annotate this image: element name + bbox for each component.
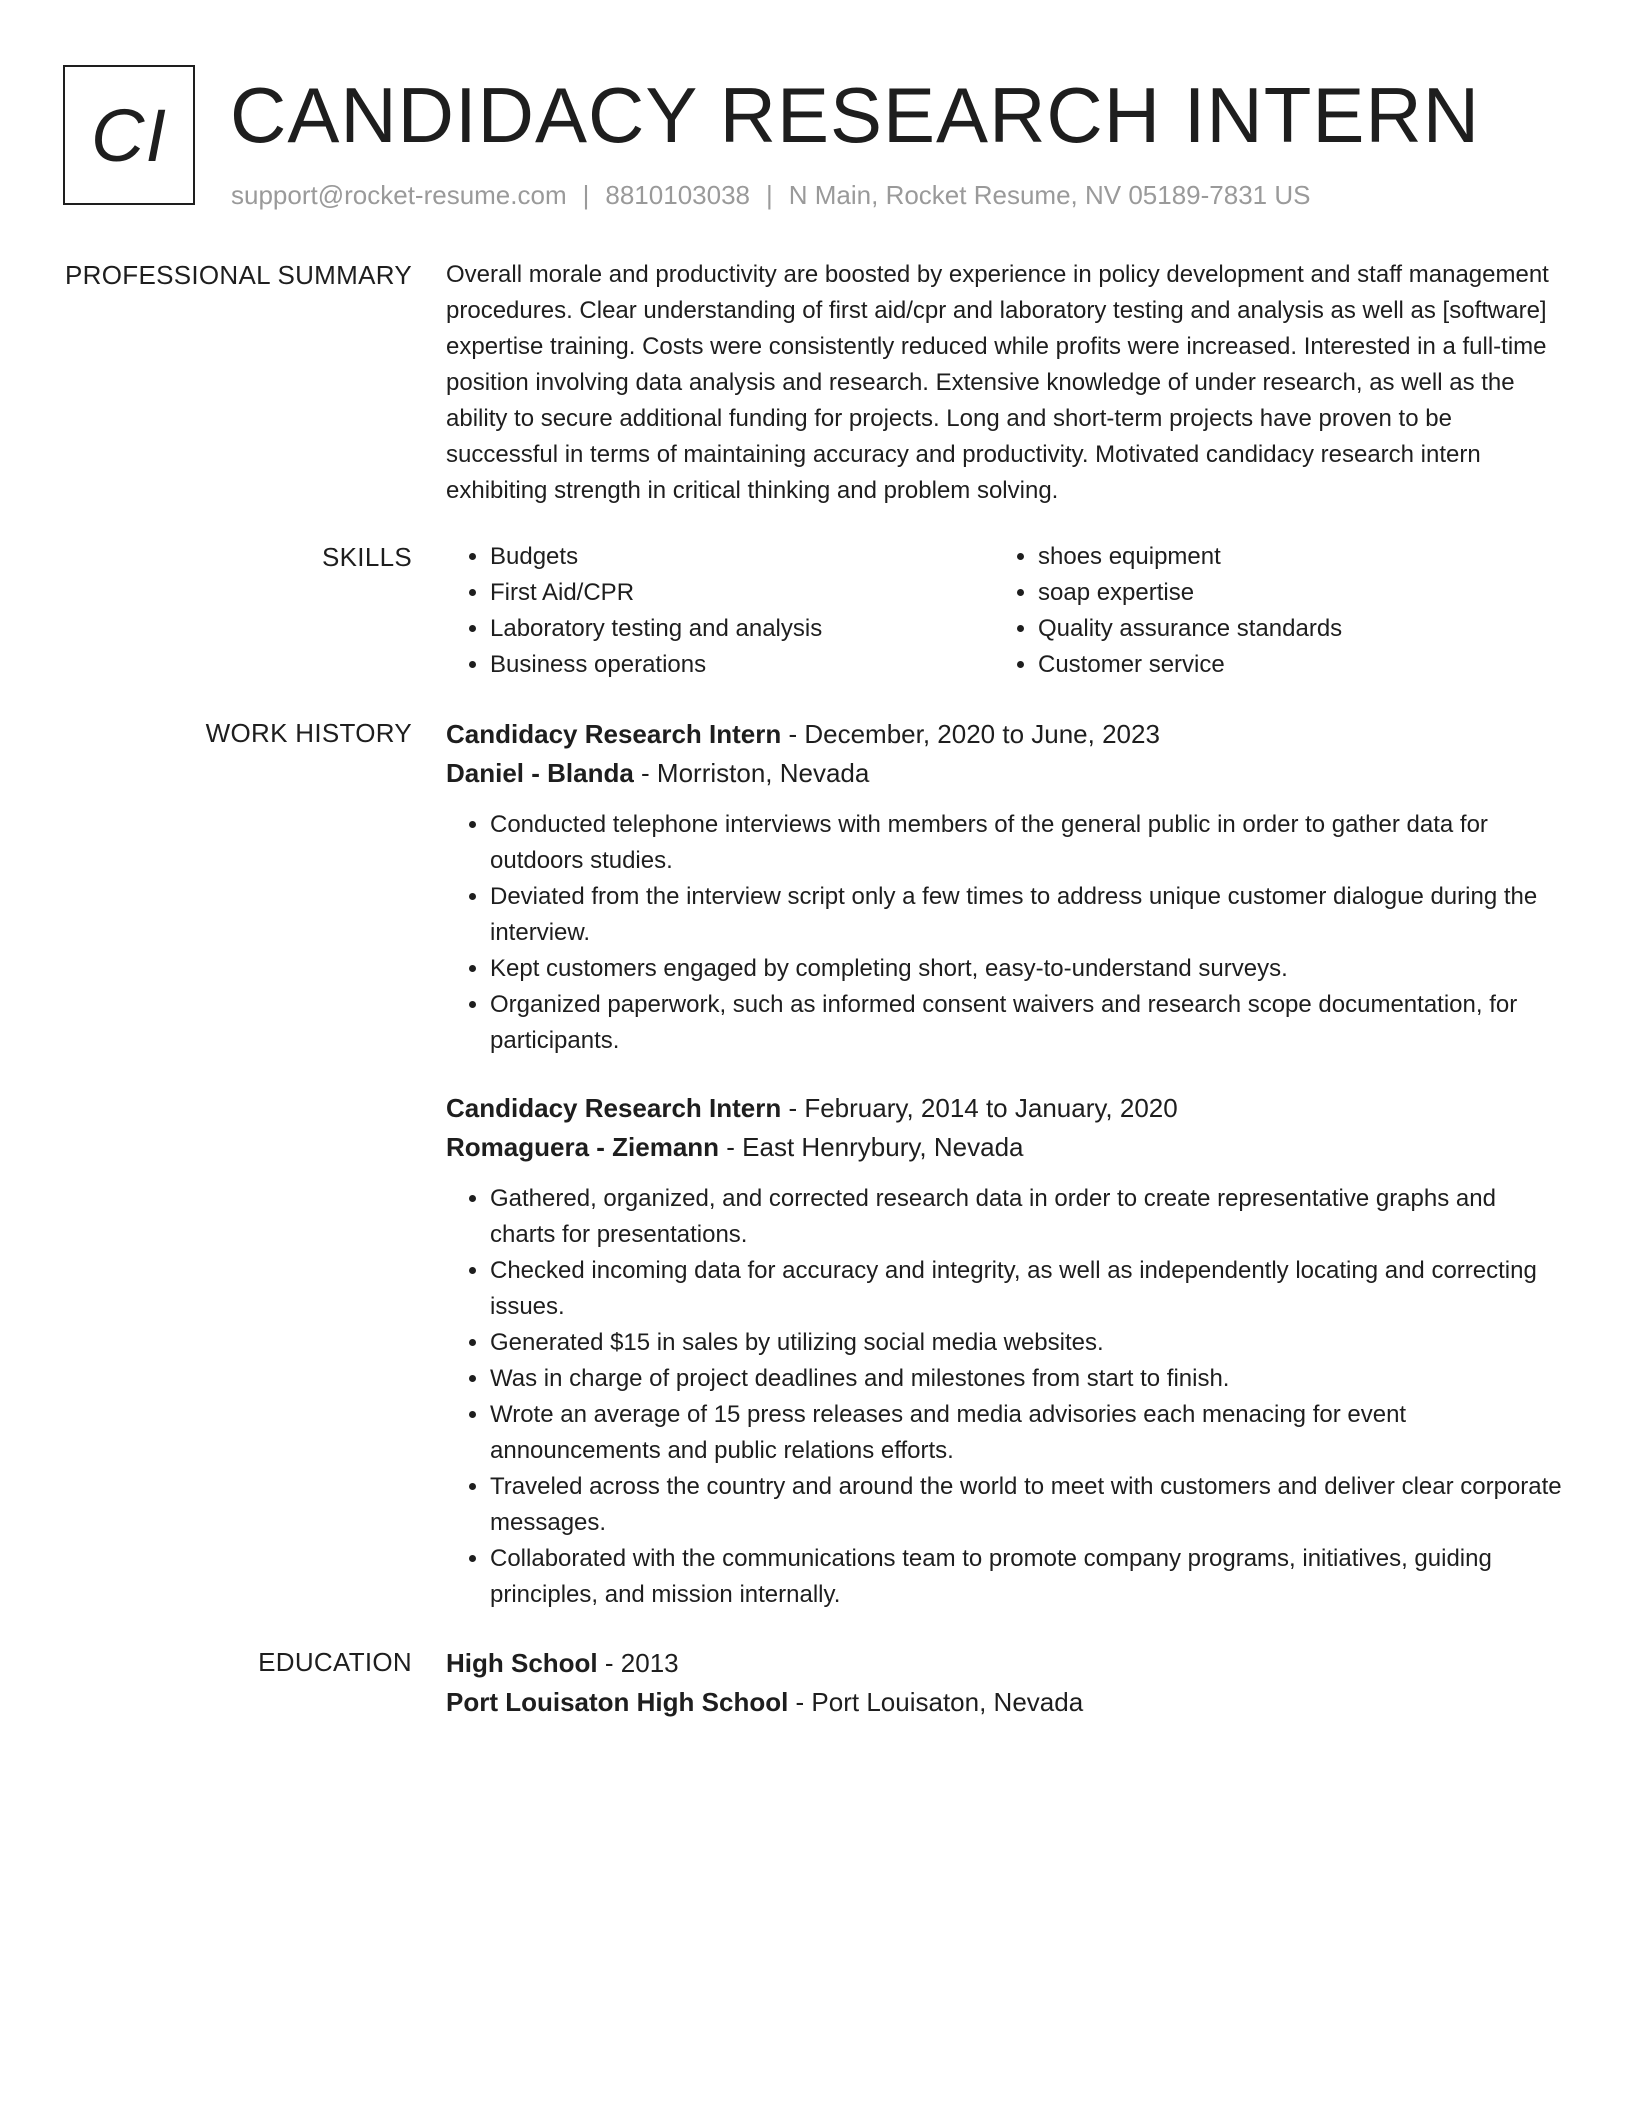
contact-line [231,175,1310,215]
skills-grid [446,539,1566,683]
job-bullet: • Wrote an average of 15 press releases and media advisories each menacing for event announcements and public relations efforts. [490,1397,1566,1469]
education-location: - Port Louisaton, Nevada [788,1687,1084,1717]
job-location: - Morriston, Nevada [633,758,870,788]
job-employer: Daniel - Blanda [446,758,634,788]
job-bullet: • Traveled across the country and around the world to meet with customers and deliver clear corporate messages. [490,1469,1566,1541]
job-bullet: • Generated $15 in sales by utilizing social media websites. [490,1325,1566,1361]
job-bullet: • Kept customers engaged by completing short, easy-to-understand surveys. [490,951,1566,987]
job-title: Candidacy Research Intern [446,719,782,749]
education-body [446,1644,1566,1722]
job-bullet: • Conducted telephone interviews with members of the general public in order to gather data for outdoors studies. [490,807,1566,879]
work-history-body [446,715,1566,1643]
contact-separator: | [582,180,590,210]
candidate-name: CANDIDACY RESEARCH INTERN [230,71,1481,159]
summary-text: Overall morale and productivity are boosted by experience in policy development and staff management procedures. Clear understanding of first aid/cpr and laboratory testing and analysis as well as [software] expertise training. Costs were consistently reduced while profits were increased. Interested in a full-time position involving data analysis and research. Extensive knowledge of under research, as well as the ability to secure additional funding for projects. Long and short-term projects have proven to be successful in terms of maintaining accuracy and productivity. Motivated candidacy research intern exhibiting strength in critical thinking and problem solving. [446,261,1549,504]
email: support@rocket-resume.com [231,180,567,210]
education-degree: High School [446,1648,598,1678]
skill-item: • Laboratory testing and analysis [490,611,994,647]
skills-column-right [994,539,1542,683]
job-bullet: • Checked incoming data for accuracy and integrity, as well as independently locating and correcting issues. [490,1253,1566,1325]
resume-header [63,65,1563,210]
job-employer: Romaguera - Ziemann [446,1132,720,1162]
education-year: - 2013 [597,1648,679,1678]
phone: 8810103038 [605,180,750,210]
job-dates: - December, 2020 to June, 2023 [781,719,1160,749]
education-school: Port Louisaton High School [446,1687,789,1717]
job-entry [446,715,1566,1059]
job-dates: - February, 2014 to January, 2020 [781,1093,1178,1123]
skills-list [446,539,994,683]
skills-column-left [446,539,994,683]
section-label-education: EDUCATION [258,1647,412,1677]
job-bullet: • Gathered, organized, and corrected research data in order to create representative graphs and charts for presentations. [490,1181,1566,1253]
skill-item: • Budgets [490,539,994,575]
education-degree-line [446,1644,1566,1683]
job-employer-line [446,1128,1566,1167]
skill-item: • First Aid/CPR [490,575,994,611]
section-label-work-history: WORK HISTORY [205,718,412,748]
skills-list [994,539,1542,683]
education-school-line [446,1683,1566,1722]
address: N Main, Rocket Resume, NV 05189-7831 US [788,180,1311,210]
job-bullet: • Organized paperwork, such as informed consent waivers and research scope documentation, for participants. [490,987,1566,1059]
job-title-line [446,715,1566,754]
job-title-line [446,1089,1566,1128]
job-location: - East Henrybury, Nevada [719,1132,1024,1162]
section-label-summary: PROFESSIONAL SUMMARY [65,260,412,290]
skill-item: • shoes equipment [1038,539,1542,575]
job-bullet: • Was in charge of project deadlines and milestones from start to finish. [490,1361,1566,1397]
skill-item: • Quality assurance standards [1038,611,1542,647]
contact-separator: | [766,180,773,210]
job-entry [446,1089,1566,1613]
job-bullets [446,807,1566,1059]
skill-item: • soap expertise [1038,575,1542,611]
skill-item: • Customer service [1038,647,1542,683]
skill-item: • Business operations [490,647,994,683]
summary-body [446,257,1566,509]
job-employer-line [446,754,1566,793]
job-title: Candidacy Research Intern [446,1093,782,1123]
job-bullets [446,1181,1566,1613]
initials-monogram: CI [63,65,195,205]
job-bullet: • Collaborated with the communications team to promote company programs, initiatives, guiding principles, and mission internally. [490,1541,1566,1613]
job-bullet: • Deviated from the interview script only a few times to address unique customer dialogue during the interview. [490,879,1566,951]
section-label-skills: SKILLS [322,542,412,572]
